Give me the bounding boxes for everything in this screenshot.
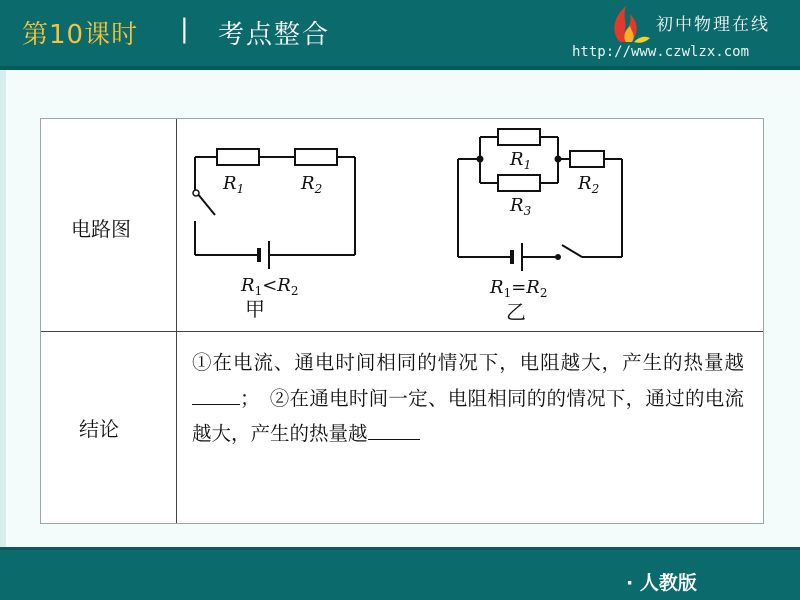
resistor-r1-b [498, 129, 540, 145]
label-r2-b: $R_2$ [578, 173, 600, 196]
conclusion-text [192, 345, 744, 452]
condition-b: $R_1=R_2$ [490, 277, 548, 300]
answer-blank-1[interactable] [192, 386, 240, 405]
lesson-number: 第10课时 [22, 20, 139, 50]
label-r1-a: $R_1$ [223, 173, 245, 196]
table-row-divider [41, 331, 763, 332]
resistor-r1-a [217, 149, 259, 165]
caption-a: 甲 [245, 297, 265, 321]
site-url: http://www.czwlzx.com [572, 44, 750, 60]
label-r2-a: $R_2$ [301, 173, 323, 196]
title-separator: | [180, 14, 189, 44]
page-title: 考点整合 [218, 20, 331, 50]
label-r3-b: $R_3$ [510, 195, 532, 218]
caption-b: 乙 [506, 300, 526, 324]
circuit-diagram-a [181, 133, 381, 333]
condition-a: $R_1<R_2$ [241, 275, 299, 298]
switch-blade-a [197, 193, 215, 215]
conclusion-part-1: ①在电流、通电时间相同的情况下，电阻越大，产生的热量越 [192, 351, 744, 374]
flame-logo-icon [606, 2, 652, 44]
table-column-divider [176, 119, 177, 523]
resistor-r2-a [295, 149, 337, 165]
switch-blade-b [562, 245, 582, 257]
row-label-circuit: 电路图 [71, 217, 131, 241]
left-accent-bar [0, 70, 6, 550]
answer-blank-2[interactable] [368, 421, 420, 440]
conclusion-part-2: ； ②在通电时间一定、电阻相同的的情况下，通过的电流越大，产生的热量越 [192, 386, 744, 445]
label-r1-b: $R_1$ [510, 149, 532, 172]
circuit-diagram-b [446, 125, 666, 330]
site-name: 初中物理在线 [656, 15, 770, 35]
publisher-label: · 人教版 [626, 572, 697, 594]
summary-table [40, 118, 764, 524]
resistor-r3-b [498, 175, 540, 191]
resistor-r2-b [570, 151, 604, 167]
row-label-conclusion: 结论 [79, 417, 119, 441]
